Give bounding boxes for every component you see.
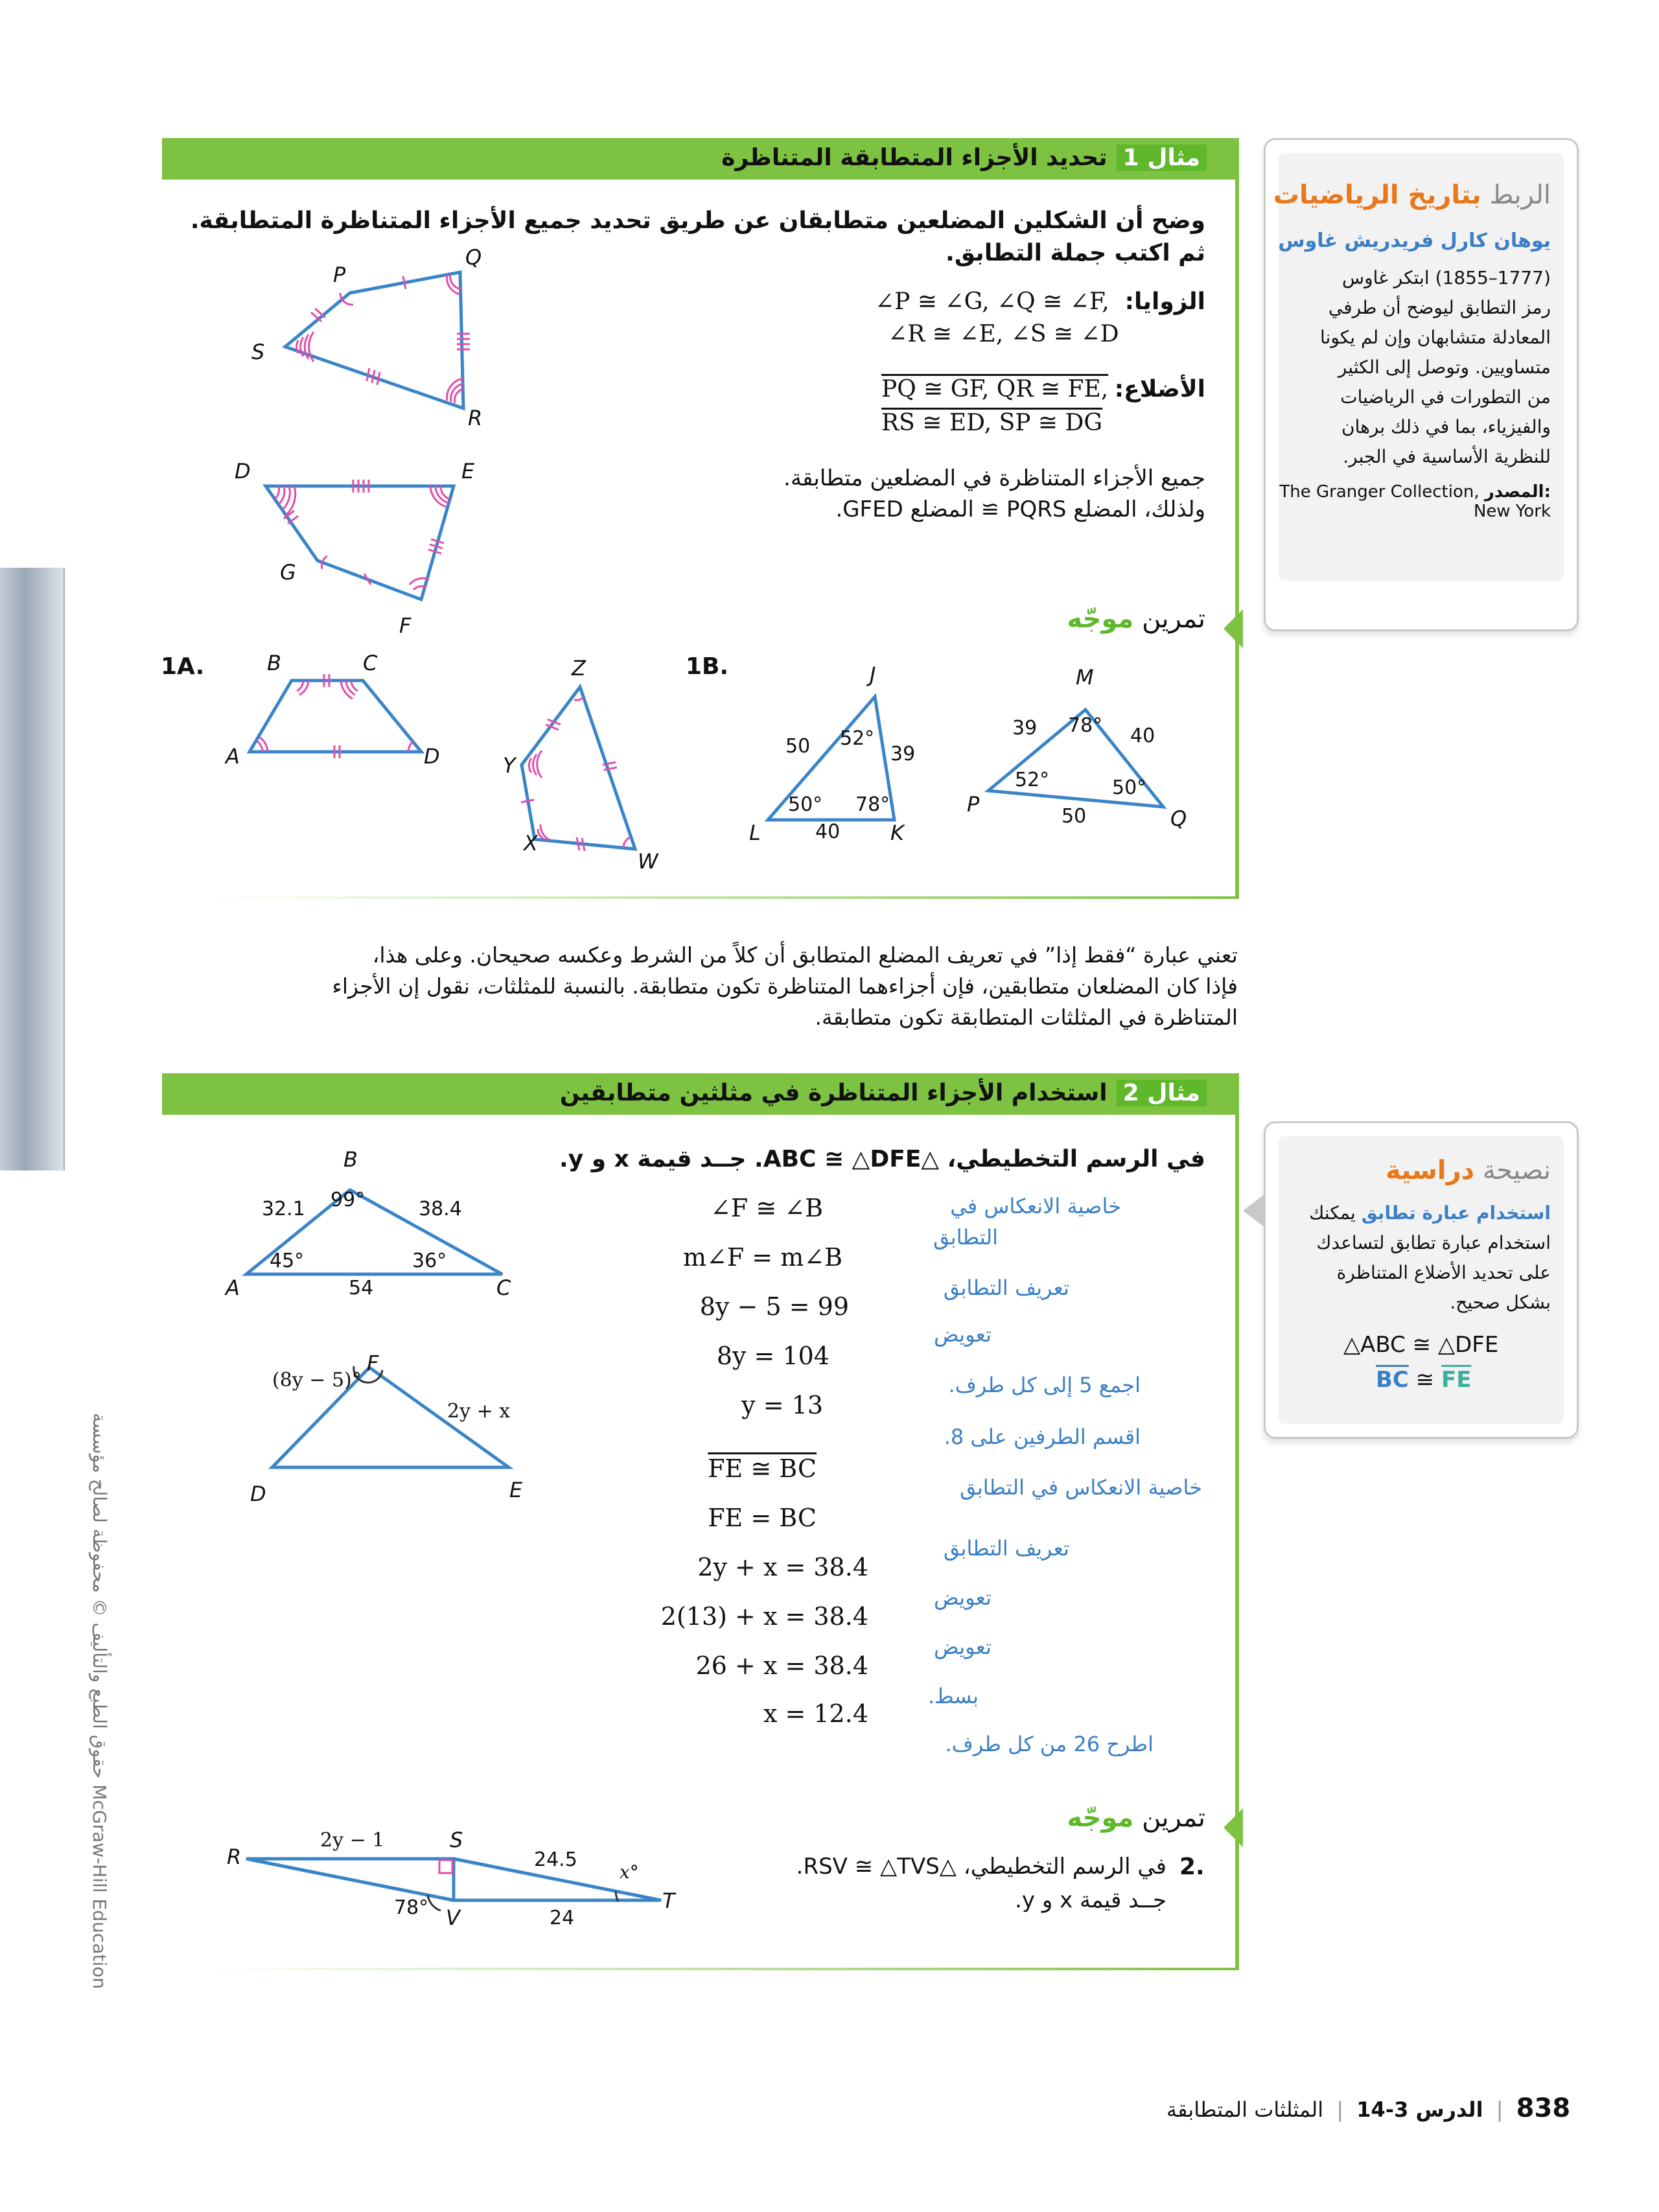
vertex-r: R: [227, 1845, 242, 1869]
value-1b-angle-p: 52°: [1015, 769, 1050, 791]
step-reason-1b: التطابق: [933, 1225, 998, 1250]
vertex-g: G: [280, 560, 296, 585]
guided-practice-1-arrow: [1224, 609, 1243, 648]
tri-abc-b: B: [343, 1147, 358, 1172]
step-math-9: 2(13) + x = 38.4: [660, 1602, 868, 1631]
tri-abc-side-bc: 38.4: [419, 1198, 462, 1220]
page-number: 838: [1516, 2093, 1571, 2123]
value-1b-angle-q: 50°: [1112, 776, 1147, 799]
tri-abc-angle-a: 45°: [270, 1250, 305, 1272]
value-1b-pq: 50: [1062, 805, 1087, 828]
vertex-1a-b: B: [267, 651, 281, 675]
value-1b-jl: 50: [785, 735, 811, 758]
value-1b-angle-k: 78°: [855, 793, 890, 816]
tip-pointer: [1243, 1194, 1265, 1228]
tri-dfe-d: D: [250, 1482, 266, 1506]
step-math-4: 8y = 104: [716, 1342, 830, 1370]
history-heading-plain: الربط: [1489, 180, 1551, 210]
vertex-q: Q: [465, 245, 482, 270]
history-source: [1279, 482, 1551, 521]
vertex-s: S: [450, 1828, 463, 1852]
history-line-3: المعادلة متشابهان وإن لم يكونا: [1320, 327, 1551, 348]
history-source-line-1: The Granger Collection,: [1279, 482, 1479, 502]
guided-practice-2-plain: تمرين: [1142, 1803, 1205, 1833]
value-1b-angle-m: 78°: [1068, 714, 1103, 737]
example1-conclusion-2: ولذلك، المضلع PQRS ≅ المضلع GFED.: [835, 496, 1205, 522]
step-math-10: 26 + x = 38.4: [695, 1651, 868, 1680]
step-reason-11: اطرح 26 من كل طرف.: [945, 1732, 1154, 1756]
tri-dfe-angle-f: (8y − 5)°: [272, 1369, 362, 1391]
example1-label: مثال 1: [1117, 145, 1207, 171]
tip-heading: [1386, 1156, 1551, 1185]
tip-line-3: على تحديد الأضلاع المتناظرة: [1336, 1262, 1551, 1283]
example2-instruction: في الرسم التخطيطي، △ABC ≅ △DFE. جــد قيمة x و y.: [559, 1146, 1205, 1172]
history-heading: [1273, 180, 1551, 210]
step-math-6: FE ≅ BC: [708, 1454, 817, 1483]
step-reason-2: تعريف التطابق: [943, 1275, 1069, 1300]
step-math-7: FE = BC: [708, 1504, 817, 1532]
side-rs: 2y − 1: [320, 1829, 385, 1852]
tip-line-2: استخدام عبارة تطابق لتساعدك: [1316, 1232, 1551, 1253]
paragraph-line-3: المتناظرة في المثلثات المتطابقة تكون متطابقة.: [815, 1005, 1238, 1030]
vertex-f: F: [399, 613, 412, 638]
example2-label: مثال 2: [1117, 1080, 1207, 1106]
value-1b-angle-l: 50°: [788, 793, 823, 816]
history-line-2: رمز التطابق ليوضح أن طرفي: [1328, 297, 1551, 318]
tip-statement-2: $\overline{BC}$ ≅ $\overline{FE}$: [1376, 1367, 1472, 1393]
value-1b-jk: 39: [890, 743, 916, 765]
item-1a: 1A.: [161, 653, 205, 680]
angles-line-1: ∠P ≅ ∠G, ∠Q ≅ ∠F,: [875, 288, 1109, 315]
guided-practice-1-colored: موجّه: [1067, 604, 1134, 634]
tri-dfe-side-fe: 2y + x: [447, 1400, 511, 1423]
polygon-pqrs: [285, 272, 470, 408]
copyright-credit: حقوق الطبع والتأليف © محفوظة لصالح مؤسسة McGraw-Hill Education: [89, 1413, 110, 1989]
example1-conclusion-1: جميع الأجزاء المتناظرة في المضلعين متطابقة.: [783, 465, 1205, 491]
tip-side-fe: $\overline{FE}$: [1441, 1367, 1472, 1393]
value-1b-angle-j: 52°: [840, 727, 875, 750]
vertex-1a-y: Y: [503, 753, 516, 778]
sidebar-study-tip: [1264, 1121, 1579, 1439]
vertex-1b-m: M: [1076, 665, 1094, 690]
step-reason-10: بسط.: [928, 1684, 979, 1708]
step-math-11: x = 12.4: [763, 1699, 868, 1728]
vertex-1a-d: D: [424, 744, 440, 769]
example1-frame-right: [1235, 138, 1239, 896]
example1-instruction-2: ثم اكتب جملة التطابق.: [946, 240, 1205, 266]
tri-dfe-e: E: [509, 1478, 523, 1502]
example1-instruction-1: وضح أن الشكلين المضلعين متطابقان عن طريق تحديد جميع الأجزاء المتناظرة المتطابقة.: [190, 207, 1205, 234]
tip-side-bc: $\overline{BC}$: [1376, 1367, 1409, 1393]
history-line-7: للنظرية الأساسية في الجبر.: [1343, 446, 1551, 467]
lesson-number: الدرس 3-14: [1356, 2097, 1483, 2122]
vertex-e: E: [461, 459, 475, 483]
example2-header: [162, 1073, 1238, 1115]
page-footer: 838 | الدرس 3-14 | المثلثات المتطابقة: [1166, 2093, 1571, 2123]
step-math-2: m∠F = m∠B: [682, 1243, 842, 1272]
vertex-1b-l: L: [749, 821, 761, 845]
example2-title: استخدام الأجزاء المتناظرة في مثلثين متطابقين: [559, 1080, 1108, 1106]
step-math-1: ∠F ≅ ∠B: [710, 1194, 823, 1222]
sides-label: الأضلاع:: [1114, 376, 1205, 402]
example1-polygons-figure: [233, 246, 505, 648]
vertex-d: D: [235, 459, 251, 483]
value-1b-mp: 39: [1012, 717, 1038, 739]
step-reason-7: تعريف التطابق: [943, 1536, 1069, 1561]
step-math-3: 8y − 5 = 99: [699, 1292, 849, 1321]
guided-practice-2-label: [1067, 1803, 1205, 1833]
tri-abc-c: C: [496, 1275, 511, 1300]
side-photo: [0, 568, 65, 1170]
angle-t: x°: [620, 1861, 639, 1883]
vertex-v: V: [446, 1905, 460, 1930]
example1-header: [162, 138, 1238, 180]
example1-frame-bottom: [207, 896, 1239, 899]
paragraph-line-1: تعني عبارة “فقط إذا” في تعريف المضلع المتطابق أن كلاً من الشرط وعكسه صحيحان. وعلى هذا،: [372, 942, 1238, 968]
exercise-2-text-2: جــد قيمة x و y.: [1015, 1887, 1166, 1913]
example2-frame-bottom: [207, 1968, 1239, 1970]
vertex-1a-w: W: [638, 849, 658, 874]
vertex-1b-q: Q: [1170, 806, 1187, 831]
angles-label: الزوايا:: [1124, 288, 1205, 315]
sides-line-2: RS ≅ ED, SP ≅ DG: [881, 410, 1103, 436]
history-source-label: المصدر:: [1484, 482, 1551, 502]
angles-line-2: ∠R ≅ ∠E, ∠S ≅ ∠D: [888, 321, 1119, 347]
vertex-1b-k: K: [890, 821, 904, 845]
tip-heading-colored: دراسية: [1385, 1156, 1475, 1185]
tri-abc-a: A: [226, 1275, 240, 1300]
history-line-5: من التطورات في الرياضيات: [1340, 386, 1551, 408]
vertex-r: R: [468, 406, 483, 430]
tri-abc-angle-c: 36°: [412, 1250, 447, 1272]
step-reason-8: تعويض: [934, 1585, 992, 1610]
vertex-s: S: [251, 340, 265, 364]
exercise-2-text-1: في الرسم التخطيطي، △RSV ≅ △TVS.: [796, 1854, 1166, 1880]
step-reason-3: تعويض: [934, 1322, 992, 1347]
vertex-1a-c: C: [363, 651, 378, 675]
history-heading-colored: بتاريخ الرياضيات: [1273, 180, 1481, 210]
exercise-2-number: 2.: [1179, 1854, 1205, 1880]
step-reason-1: خاصية الانعكاس في: [950, 1194, 1121, 1218]
value-1b-mq: 40: [1130, 725, 1155, 747]
tip-body: [1309, 1198, 1551, 1318]
item-1b: 1B.: [686, 653, 729, 680]
step-reason-9: تعويض: [934, 1635, 992, 1659]
step-reason-5: اقسم الطرفين على 8.: [944, 1425, 1141, 1449]
angle-v: 78°: [394, 1896, 429, 1919]
vertex-t: T: [662, 1889, 675, 1913]
history-line-1: (1777–1855) ابتكر غاوس: [1341, 267, 1551, 288]
history-subtitle: يوهان كارل فريدريش غاوس: [1278, 229, 1551, 252]
vertex-1a-z: Z: [572, 656, 586, 681]
guided-1a-figure: [220, 655, 687, 868]
history-body: [1320, 263, 1551, 472]
guided-practice-2-arrow: [1224, 1808, 1243, 1847]
tri-abc-side-ac: 54: [349, 1277, 374, 1299]
tri-abc-side-ab: 32.1: [262, 1198, 305, 1220]
tip-line-4: بشكل صحيح.: [1450, 1292, 1551, 1313]
step-reason-6: خاصية الانعكاس في التطابق: [960, 1475, 1202, 1500]
value-1b-lk: 40: [815, 821, 841, 843]
tip-heading-plain: نصيحة: [1482, 1156, 1551, 1185]
step-math-8: 2y + x = 38.4: [697, 1553, 868, 1581]
guided-practice-2-colored: موجّه: [1067, 1803, 1134, 1833]
tip-lead: استخدام عبارة تطابق: [1361, 1202, 1551, 1224]
tip-line-1: يمكنك: [1309, 1202, 1356, 1224]
step-reason-4: اجمع 5 إلى كل طرف.: [948, 1373, 1141, 1397]
guided-practice-1-label: [1067, 604, 1205, 634]
tip-statement-1: △ABC ≅ △DFE: [1343, 1332, 1499, 1358]
vertex-p: P: [333, 262, 346, 287]
vertex-1a-x: X: [524, 831, 538, 856]
side-vt: 24: [550, 1907, 575, 1929]
guided-practice-1-plain: تمرين: [1142, 604, 1205, 634]
tri-dfe-f: F: [367, 1351, 379, 1375]
sidebar-math-history: [1264, 138, 1579, 631]
history-line-4: متساويين. وتوصل إلى الكثير: [1338, 356, 1551, 378]
vertex-1b-p: P: [967, 792, 980, 817]
explanation-paragraph: [332, 940, 1238, 1033]
vertex-1a-a: A: [226, 744, 240, 769]
example1-title: تحديد الأجزاء المتطابقة المتناظرة: [721, 145, 1108, 171]
tri-abc-angle-b: 99°: [331, 1189, 365, 1211]
paragraph-line-2: فإذا كان المضلعان متطابقين، فإن أجزاءهما المتناظرة تكون متطابقة. بالنسبة للمثلثات، نقول إن الأجزاء: [332, 973, 1238, 999]
step-math-5: y = 13: [741, 1391, 823, 1419]
history-line-6: والفيزياء، بما في ذلك برهان: [1341, 416, 1551, 437]
side-st: 24.5: [534, 1848, 577, 1871]
sides-line-1: PQ ≅ GF, QR ≅ FE,: [881, 376, 1109, 402]
history-source-line-2: New York: [1473, 502, 1551, 521]
vertex-1b-j: J: [870, 662, 876, 687]
lesson-title: المثلثات المتطابقة: [1166, 2097, 1324, 2122]
